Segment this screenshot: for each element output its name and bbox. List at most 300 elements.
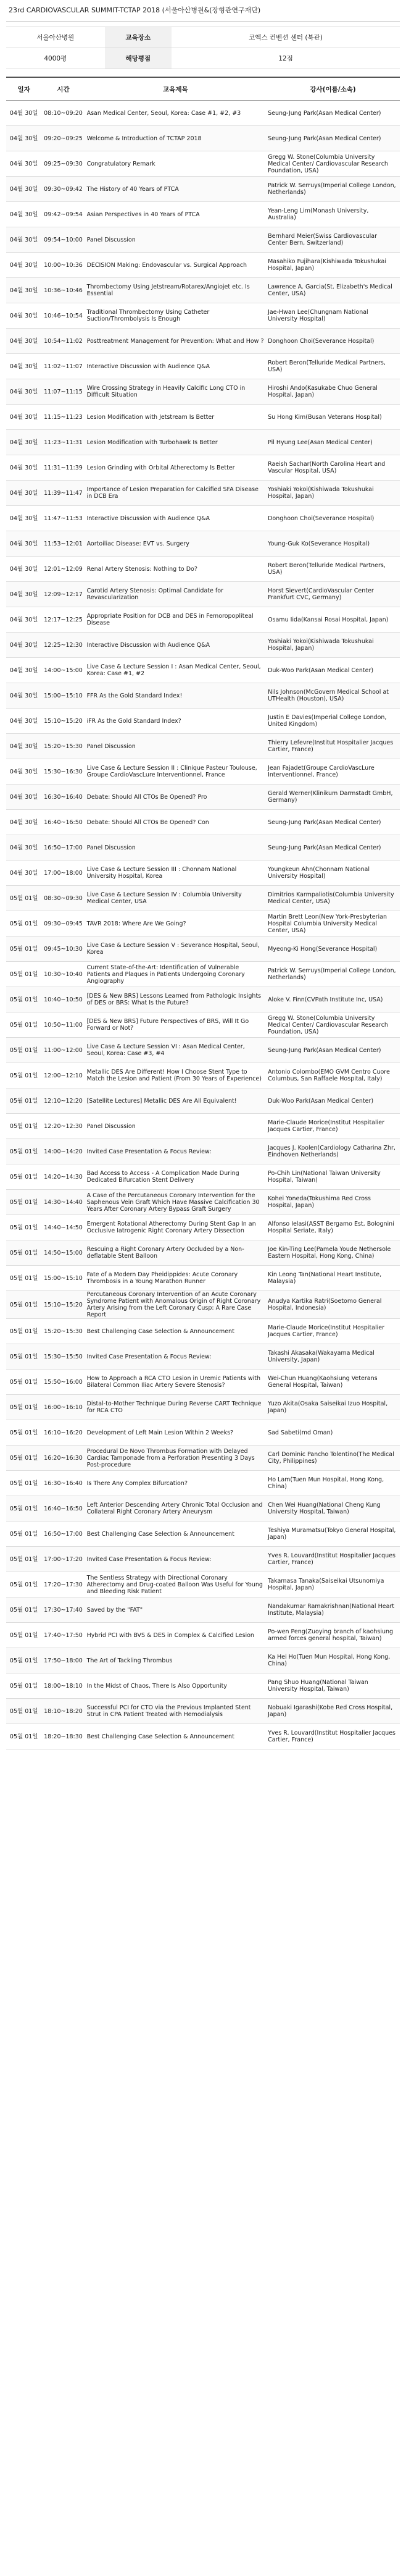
session-date: 05월 01일 xyxy=(6,1215,41,1240)
session-date: 05월 01일 xyxy=(6,937,41,962)
session-title: Procedural De Novo Thrombus Formation with Delayed Cardiac Tamponade from a Perforation Presenting 3 Days Post-procedure xyxy=(85,1446,266,1471)
session-date: 04월 30일 xyxy=(6,354,41,379)
session-speaker: Thierry Lefevre(Institut Hospitalier Jacques Cartier, France) xyxy=(266,734,400,759)
session-date: 05월 01일 xyxy=(6,1063,41,1088)
table-row xyxy=(6,785,400,810)
session-title: The History of 40 Years of PTCA xyxy=(85,177,266,202)
table-row xyxy=(6,1215,400,1240)
session-speaker: Ka Hei Ho(Tuen Mun Hospital, Hong Kong, China) xyxy=(266,1648,400,1673)
venue-label: 교육장소 xyxy=(105,27,172,48)
session-speaker: Chen Wei Huang(National Cheng Kung University Hospital, Taiwan) xyxy=(266,1496,400,1522)
session-title: Renal Artery Stenosis: Nothing to Do? xyxy=(85,557,266,582)
session-time: 11:00~12:00 xyxy=(41,1038,85,1063)
session-date: 04월 30일 xyxy=(6,531,41,557)
session-title: Saved by the "FAT" xyxy=(85,1597,266,1623)
table-row xyxy=(6,1088,400,1114)
session-title: Lesion Grinding with Orbital Atherectomy Is Better xyxy=(85,455,266,481)
session-time: 16:50~17:00 xyxy=(41,1522,85,1547)
table-row xyxy=(6,962,400,987)
venue-value: 코엑스 컨벤션 센터 (북관) xyxy=(172,27,400,48)
session-date: 05월 01일 xyxy=(6,1139,41,1164)
session-speaker: Duk-Woo Park(Asan Medical Center) xyxy=(266,1088,400,1114)
session-title: Panel Discussion xyxy=(85,734,266,759)
session-date: 05월 01일 xyxy=(6,1446,41,1471)
session-title: Live Case & Lecture Session II : Clinique Pasteur Toulouse, Groupe CardioVascLure Interventionnel, France xyxy=(85,759,266,785)
credits-value: 12점 xyxy=(172,48,400,69)
session-title: Posttreatment Management for Prevention: What and How ? xyxy=(85,329,266,354)
session-title: Panel Discussion xyxy=(85,227,266,253)
session-time: 17:50~18:00 xyxy=(41,1648,85,1673)
table-row xyxy=(6,709,400,734)
session-date: 05월 01일 xyxy=(6,1471,41,1496)
session-time: 09:30~09:42 xyxy=(41,177,85,202)
table-row xyxy=(6,1471,400,1496)
table-row xyxy=(6,506,400,531)
table-row xyxy=(6,1699,400,1724)
session-speaker: Seung-Jung Park(Asan Medical Center) xyxy=(266,126,400,151)
table-row xyxy=(6,379,400,405)
info-row xyxy=(6,27,400,48)
session-date: 05월 01일 xyxy=(6,962,41,987)
table-row xyxy=(6,911,400,937)
session-date: 04월 30일 xyxy=(6,607,41,633)
session-speaker: Pil Hyung Lee(Asan Medical Center) xyxy=(266,430,400,455)
session-time: 12:09~12:17 xyxy=(41,582,85,607)
table-row xyxy=(6,1139,400,1164)
area-value: 4000평 xyxy=(6,48,105,69)
session-title: The Art of Tackling Thrombus xyxy=(85,1648,266,1673)
session-speaker: Alfonso Ielasi(ASST Bergamo Est, Bolognini Hospital Seriate, Italy) xyxy=(266,1215,400,1240)
session-speaker: Gregg W. Stone(Columbia University Medical Center/ Cardiovascular Research Foundation, USA) xyxy=(266,151,400,177)
session-time: 09:20~09:25 xyxy=(41,126,85,151)
session-speaker: Yuzo Akita(Osaka Saiseikai Izuo Hospital, Japan) xyxy=(266,1395,400,1420)
session-title: Appropriate Position for DCB and DES in Femoropopliteal Disease xyxy=(85,607,266,633)
session-title: Carotid Artery Stenosis: Optimal Candidate for Revascularization xyxy=(85,582,266,607)
session-speaker: Anudya Kartika Ratri(Soetomo General Hospital, Indonesia) xyxy=(266,1291,400,1319)
table-row xyxy=(6,1164,400,1190)
session-date: 05월 01일 xyxy=(6,1699,41,1724)
table-row xyxy=(6,151,400,177)
institution-value: 서울아산병원 xyxy=(6,27,105,48)
session-speaker: Joe Kin-Ting Lee(Pamela Youde Nethersole Eastern Hospital, Hong Kong, China) xyxy=(266,1240,400,1266)
session-title: Metallic DES Are Different! How I Choose Stent Type to Match the Lesion and Patient (From 30 Years of Experience) xyxy=(85,1063,266,1088)
session-date: 05월 01일 xyxy=(6,1164,41,1190)
table-row xyxy=(6,683,400,709)
table-row xyxy=(6,810,400,835)
session-speaker: Marie-Claude Morice(Institut Hospitalier Jacques Cartier, France) xyxy=(266,1114,400,1139)
session-speaker: Robert Beron(Telluride Medical Partners, USA) xyxy=(266,354,400,379)
session-title: Interactive Discussion with Audience Q&A xyxy=(85,354,266,379)
session-time: 12:25~12:30 xyxy=(41,633,85,658)
table-row xyxy=(6,202,400,227)
session-date: 04월 30일 xyxy=(6,506,41,531)
session-speaker: Aloke V. Finn(CVPath Institute Inc, USA) xyxy=(266,987,400,1012)
table-row xyxy=(6,354,400,379)
session-title: Development of Left Main Lesion Within 2 Weeks? xyxy=(85,1420,266,1446)
table-row xyxy=(6,430,400,455)
table-row xyxy=(6,1063,400,1088)
session-speaker: Kohei Yoneda(Tokushima Red Cross Hospital, Japan) xyxy=(266,1190,400,1215)
session-date: 04월 30일 xyxy=(6,633,41,658)
session-time: 15:20~15:30 xyxy=(41,734,85,759)
session-speaker: Patrick W. Serruys(Imperial College London, Netherlands) xyxy=(266,962,400,987)
session-date: 05월 01일 xyxy=(6,1724,41,1749)
table-row xyxy=(6,227,400,253)
session-date: 04월 30일 xyxy=(6,202,41,227)
session-speaker: Jean Fajadet(Groupe CardioVascLure Interventionnel, France) xyxy=(266,759,400,785)
session-date: 05월 01일 xyxy=(6,1522,41,1547)
session-time: 17:00~17:20 xyxy=(41,1547,85,1572)
table-row xyxy=(6,1038,400,1063)
session-time: 15:10~15:20 xyxy=(41,1291,85,1319)
session-time: 17:40~17:50 xyxy=(41,1623,85,1648)
table-row xyxy=(6,1012,400,1038)
table-row xyxy=(6,1319,400,1344)
session-time: 10:30~10:40 xyxy=(41,962,85,987)
session-speaker: Nobuaki Igarashi(Kobe Red Cross Hospital, Japan) xyxy=(266,1699,400,1724)
session-date: 05월 01일 xyxy=(6,1572,41,1597)
page-title: 23rd CARDIOVASCULAR SUMMIT-TCTAP 2018 (서울아산병원&(장형관연구재단) xyxy=(6,0,400,22)
table-row xyxy=(6,1597,400,1623)
session-date: 05월 01일 xyxy=(6,1496,41,1522)
session-date: 04월 30일 xyxy=(6,785,41,810)
session-title: Live Case & Lecture Session III : Chonnam National University Hospital, Korea xyxy=(85,861,266,886)
session-title: Invited Case Presentation & Focus Review: xyxy=(85,1344,266,1370)
table-row xyxy=(6,582,400,607)
session-title: Importance of Lesion Preparation for Calcified SFA Disease in DCB Era xyxy=(85,481,266,506)
session-time: 12:00~12:10 xyxy=(41,1063,85,1088)
session-date: 05월 01일 xyxy=(6,987,41,1012)
session-time: 16:30~16:40 xyxy=(41,1471,85,1496)
session-time: 08:30~09:30 xyxy=(41,886,85,911)
session-title: Invited Case Presentation & Focus Review: xyxy=(85,1139,266,1164)
session-date: 04월 30일 xyxy=(6,151,41,177)
session-time: 11:31~11:39 xyxy=(41,455,85,481)
table-row xyxy=(6,1572,400,1597)
session-date: 05월 01일 xyxy=(6,1114,41,1139)
session-title: Panel Discussion xyxy=(85,835,266,861)
course-info-table xyxy=(6,27,400,69)
session-title: Invited Case Presentation & Focus Review: xyxy=(85,1547,266,1572)
session-time: 16:40~16:50 xyxy=(41,810,85,835)
session-speaker: Gregg W. Stone(Columbia University Medical Center/ Cardiovascular Research Foundation, USA) xyxy=(266,1012,400,1038)
session-speaker: Young-Guk Ko(Severance Hospital) xyxy=(266,531,400,557)
session-speaker: Nils Johnson(McGovern Medical School at UTHealth (Houston), USA) xyxy=(266,683,400,709)
table-row xyxy=(6,1190,400,1215)
table-row xyxy=(6,177,400,202)
session-time: 14:20~14:30 xyxy=(41,1164,85,1190)
session-title: Live Case & Lecture Session V : Severance Hospital, Seoul, Korea xyxy=(85,937,266,962)
session-date: 05월 01일 xyxy=(6,1623,41,1648)
session-date: 05월 01일 xyxy=(6,1547,41,1572)
session-speaker: Yves R. Louvard(Institut Hospitalier Jacques Cartier, France) xyxy=(266,1724,400,1749)
session-time: 11:15~11:23 xyxy=(41,405,85,430)
session-time: 12:20~12:30 xyxy=(41,1114,85,1139)
session-speaker: Seung-Jung Park(Asan Medical Center) xyxy=(266,810,400,835)
session-date: 04월 30일 xyxy=(6,810,41,835)
session-time: 17:30~17:40 xyxy=(41,1597,85,1623)
session-title: Wire Crossing Strategy in Heavily Calcific Long CTO in Difficult Situation xyxy=(85,379,266,405)
session-date: 04월 30일 xyxy=(6,683,41,709)
session-time: 10:50~11:00 xyxy=(41,1012,85,1038)
table-row xyxy=(6,1724,400,1749)
session-speaker: Po-Chih Lin(National Taiwan University Hospital, Taiwan) xyxy=(266,1164,400,1190)
session-speaker: Duk-Woo Park(Asan Medical Center) xyxy=(266,658,400,683)
session-time: 12:10~12:20 xyxy=(41,1088,85,1114)
session-time: 15:00~15:10 xyxy=(41,1266,85,1291)
session-title: The Sentless Strategy with Directional Coronary Atherectomy and Drug-coated Balloon Was Useful for Young and Bleeding Risk Patient xyxy=(85,1572,266,1597)
session-title: Asan Medical Center, Seoul, Korea: Case #1, #2, #3 xyxy=(85,101,266,126)
table-row xyxy=(6,278,400,303)
session-title: Welcome & Introduction of TCTAP 2018 xyxy=(85,126,266,151)
table-row xyxy=(6,658,400,683)
session-time: 09:45~10:30 xyxy=(41,937,85,962)
session-speaker: Nandakumar Ramakrishnan(National Heart Institute, Malaysia) xyxy=(266,1597,400,1623)
table-row xyxy=(6,1395,400,1420)
session-time: 16:40~16:50 xyxy=(41,1496,85,1522)
session-speaker: Yean-Leng Lim(Monash University, Australia) xyxy=(266,202,400,227)
session-title: Interactive Discussion with Audience Q&A xyxy=(85,506,266,531)
session-time: 15:20~15:30 xyxy=(41,1319,85,1344)
session-date: 04월 30일 xyxy=(6,303,41,329)
column-header-speaker: 강사(이름/소속) xyxy=(266,77,400,101)
session-speaker: Takamasa Tanaka(Saiseikai Utsunomiya Hospital, Japan) xyxy=(266,1572,400,1597)
session-speaker: Takashi Akasaka(Wakayama Medical University, Japan) xyxy=(266,1344,400,1370)
session-title: Live Case & Lecture Session VI : Asan Medical Center, Seoul, Korea: Case #3, #4 xyxy=(85,1038,266,1063)
session-date: 04월 30일 xyxy=(6,557,41,582)
session-title: Thrombectomy Using Jetstream/Rotarex/Angiojet etc. Is Essential xyxy=(85,278,266,303)
session-date: 05월 01일 xyxy=(6,1038,41,1063)
session-time: 11:02~11:07 xyxy=(41,354,85,379)
session-title: Live Case & Lecture Session IV : Columbia University Medical Center, USA xyxy=(85,886,266,911)
table-row xyxy=(6,1420,400,1446)
session-time: 11:23~11:31 xyxy=(41,430,85,455)
session-time: 14:30~14:40 xyxy=(41,1190,85,1215)
session-date: 04월 30일 xyxy=(6,759,41,785)
session-date: 05월 01일 xyxy=(6,1395,41,1420)
session-title: Best Challenging Case Selection & Announcement xyxy=(85,1724,266,1749)
session-time: 11:53~12:01 xyxy=(41,531,85,557)
session-speaker: Yves R. Louvard(Institut Hospitalier Jacques Cartier, France) xyxy=(266,1547,400,1572)
session-speaker: Ho Lam(Tuen Mun Hospital, Hong Kong, China) xyxy=(266,1471,400,1496)
table-row xyxy=(6,329,400,354)
session-date: 04월 30일 xyxy=(6,177,41,202)
session-date: 05월 01일 xyxy=(6,1319,41,1344)
session-title: [DES & New BRS] Lessons Learned from Pathologic Insights of DES or BRS: What Is the Future? xyxy=(85,987,266,1012)
session-date: 05월 01일 xyxy=(6,1344,41,1370)
session-title: A Case of the Percutaneous Coronary Intervention for the Saphenous Vein Graft Which Have Massive Calcification 30 Years After Coronary Artery Bypass Graft Surgery xyxy=(85,1190,266,1215)
table-row xyxy=(6,455,400,481)
session-title: Congratulatory Remark xyxy=(85,151,266,177)
table-row xyxy=(6,1547,400,1572)
session-title: Current State-of-the-Art: Identification of Vulnerable Patients and Plaques in Patients Undergoing Coronary Angiography xyxy=(85,962,266,987)
session-time: 10:00~10:36 xyxy=(41,253,85,278)
session-date: 04월 30일 xyxy=(6,430,41,455)
session-date: 04월 30일 xyxy=(6,481,41,506)
session-speaker: Donghoon Choi(Severance Hospital) xyxy=(266,506,400,531)
session-time: 18:20~18:30 xyxy=(41,1724,85,1749)
table-row xyxy=(6,1291,400,1319)
info-row xyxy=(6,48,400,69)
session-time: 15:00~15:10 xyxy=(41,683,85,709)
table-row xyxy=(6,835,400,861)
session-time: 18:00~18:10 xyxy=(41,1673,85,1699)
session-date: 05월 01일 xyxy=(6,1648,41,1673)
table-row xyxy=(6,1522,400,1547)
session-speaker: Seung-Jung Park(Asan Medical Center) xyxy=(266,1038,400,1063)
session-date: 05월 01일 xyxy=(6,1370,41,1395)
session-time: 16:20~16:30 xyxy=(41,1446,85,1471)
session-speaker: Gerald Werner(Klinikum Darmstadt GmbH, Germany) xyxy=(266,785,400,810)
table-row xyxy=(6,126,400,151)
session-speaker: Sad Sabeti(md Oman) xyxy=(266,1420,400,1446)
session-speaker: Masahiko Fujihara(Kishiwada Tokushukai Hospital, Japan) xyxy=(266,253,400,278)
session-title: Best Challenging Case Selection & Announcement xyxy=(85,1319,266,1344)
session-time: 09:25~09:30 xyxy=(41,151,85,177)
session-date: 04월 30일 xyxy=(6,253,41,278)
session-title: Lesion Modification with Jetstream Is Better xyxy=(85,405,266,430)
session-time: 16:00~16:10 xyxy=(41,1395,85,1420)
session-title: Rescuing a Right Coronary Artery Occluded by a Non-deflatable Stent Balloon xyxy=(85,1240,266,1266)
session-speaker: Antonio Colombo(EMO GVM Centro Cuore Columbus, San Raffaele Hospital, Italy) xyxy=(266,1063,400,1088)
session-title: FFR As the Gold Standard Index! xyxy=(85,683,266,709)
session-time: 09:42~09:54 xyxy=(41,202,85,227)
session-speaker: Martin Brett Leon(New York-Presbyterian Hospital Columbia University Medical Center, USA) xyxy=(266,911,400,937)
table-row xyxy=(6,1673,400,1699)
session-speaker: Raeish Sachar(North Carolina Heart and Vascular Hospital, USA) xyxy=(266,455,400,481)
table-row xyxy=(6,557,400,582)
session-date: 05월 01일 xyxy=(6,1190,41,1215)
session-date: 04월 30일 xyxy=(6,835,41,861)
session-speaker: Robert Beron(Telluride Medical Partners, USA) xyxy=(266,557,400,582)
table-row xyxy=(6,1623,400,1648)
session-speaker: Lawrence A. Garcia(St. Elizabeth's Medical Center, USA) xyxy=(266,278,400,303)
session-time: 18:10~18:20 xyxy=(41,1699,85,1724)
table-row xyxy=(6,1370,400,1395)
session-title: [DES & New BRS] Future Perspectives of BRS, Will It Go Forward or Not? xyxy=(85,1012,266,1038)
table-row xyxy=(6,987,400,1012)
session-date: 04월 30일 xyxy=(6,126,41,151)
session-speaker: Hiroshi Ando(Kasukabe Chuo General Hospital, Japan) xyxy=(266,379,400,405)
session-date: 04월 30일 xyxy=(6,709,41,734)
session-time: 11:47~11:53 xyxy=(41,506,85,531)
session-title: Asian Perspectives in 40 Years of PTCA xyxy=(85,202,266,227)
table-row xyxy=(6,886,400,911)
schedule-body xyxy=(6,101,400,1749)
session-time: 11:39~11:47 xyxy=(41,481,85,506)
session-time: 17:00~18:00 xyxy=(41,861,85,886)
session-time: 16:10~16:20 xyxy=(41,1420,85,1446)
table-row xyxy=(6,633,400,658)
session-date: 05월 01일 xyxy=(6,1266,41,1291)
session-title: Lesion Modification with Turbohawk Is Better xyxy=(85,430,266,455)
session-time: 14:40~14:50 xyxy=(41,1215,85,1240)
session-title: Percutaneous Coronary Intervention of an Acute Coronary Syndrome Patient with Anomalous Origin of Right Coronary Artery Arising from the Left Coronary Cusp: A Rare Case Report xyxy=(85,1291,266,1319)
session-title: Panel Discussion xyxy=(85,1114,266,1139)
table-row xyxy=(6,101,400,126)
table-row xyxy=(6,861,400,886)
table-row xyxy=(6,1114,400,1139)
session-date: 04월 30일 xyxy=(6,455,41,481)
session-title: Live Case & Lecture Session I : Asan Medical Center, Seoul, Korea: Case #1, #2 xyxy=(85,658,266,683)
session-title: TAVR 2018: Where Are We Going? xyxy=(85,911,266,937)
session-speaker: Osamu Iida(Kansai Rosai Hospital, Japan) xyxy=(266,607,400,633)
session-date: 05월 01일 xyxy=(6,1597,41,1623)
session-time: 10:36~10:46 xyxy=(41,278,85,303)
session-date: 05월 01일 xyxy=(6,1012,41,1038)
session-date: 04월 30일 xyxy=(6,734,41,759)
session-date: 04월 30일 xyxy=(6,329,41,354)
session-date: 04월 30일 xyxy=(6,379,41,405)
session-date: 05월 01일 xyxy=(6,886,41,911)
session-time: 15:30~15:50 xyxy=(41,1344,85,1370)
session-date: 04월 30일 xyxy=(6,658,41,683)
session-title: Emergent Rotational Atherectomy During Stent Gap In an Occlusive Iatrogenic Right Coronary Artery Dissection xyxy=(85,1215,266,1240)
session-time: 12:17~12:25 xyxy=(41,607,85,633)
session-speaker: Bernhard Meier(Swiss Cardiovascular Center Bern, Switzerland) xyxy=(266,227,400,253)
session-speaker: Teshiya Muramatsu(Tokyo General Hospital, Japan) xyxy=(266,1522,400,1547)
table-row xyxy=(6,253,400,278)
session-title: Best Challenging Case Selection & Announcement xyxy=(85,1522,266,1547)
table-row xyxy=(6,734,400,759)
session-time: 10:54~11:02 xyxy=(41,329,85,354)
session-title: Hybrid PCI with BVS & DES in Complex & Calcified Lesion xyxy=(85,1623,266,1648)
session-date: 04월 30일 xyxy=(6,227,41,253)
session-time: 16:30~16:40 xyxy=(41,785,85,810)
session-date: 04월 30일 xyxy=(6,861,41,886)
session-speaker: Donghoon Choi(Severance Hospital) xyxy=(266,329,400,354)
session-date: 05월 01일 xyxy=(6,1420,41,1446)
session-time: 15:30~16:30 xyxy=(41,759,85,785)
session-title: In the Midst of Chaos, There Is Also Opportunity xyxy=(85,1673,266,1699)
table-row xyxy=(6,405,400,430)
session-speaker: Wei-Chun Huang(Kaohsiung Veterans General Hospital, Taiwan) xyxy=(266,1370,400,1395)
session-speaker: Myeong-Ki Hong(Severance Hospital) xyxy=(266,937,400,962)
session-time: 14:00~15:00 xyxy=(41,658,85,683)
table-row xyxy=(6,1240,400,1266)
session-time: 10:46~10:54 xyxy=(41,303,85,329)
session-speaker: Jae-Hwan Lee(Chungnam National University Hospital) xyxy=(266,303,400,329)
session-title: Distal-to-Mother Technique During Reverse CART Technique for RCA CTO xyxy=(85,1395,266,1420)
session-speaker: Marie-Claude Morice(Institut Hospitalier Jacques Cartier, France) xyxy=(266,1319,400,1344)
session-speaker: Dimitrios Karmpaliotis(Columbia University Medical Center, USA) xyxy=(266,886,400,911)
session-title: Successful PCI for CTO via the Previous Implanted Stent Strut in CPA Patient Treated with Hemodialysis xyxy=(85,1699,266,1724)
session-speaker: Yoshiaki Yokoi(Kishiwada Tokushukai Hospital, Japan) xyxy=(266,481,400,506)
column-header-title: 교육제목 xyxy=(85,77,266,101)
credits-label: 해당평점 xyxy=(105,48,172,69)
table-row xyxy=(6,607,400,633)
session-date: 04월 30일 xyxy=(6,101,41,126)
session-title: DECISION Making: Endovascular vs. Surgical Approach xyxy=(85,253,266,278)
session-time: 15:10~15:20 xyxy=(41,709,85,734)
session-time: 14:50~15:00 xyxy=(41,1240,85,1266)
table-row xyxy=(6,1648,400,1673)
session-speaker: Yoshiaki Yokoi(Kishiwada Tokushukai Hospital, Japan) xyxy=(266,633,400,658)
schedule-header-row xyxy=(6,77,400,101)
table-row xyxy=(6,531,400,557)
session-speaker: Pang Shuo Huang(National Taiwan University Hospital, Taiwan) xyxy=(266,1673,400,1699)
session-title: Debate: Should All CTOs Be Opened? Pro xyxy=(85,785,266,810)
session-time: 14:00~14:20 xyxy=(41,1139,85,1164)
session-title: Debate: Should All CTOs Be Opened? Con xyxy=(85,810,266,835)
session-time: 15:50~16:00 xyxy=(41,1370,85,1395)
column-header-time: 시간 xyxy=(41,77,85,101)
session-time: 11:07~11:15 xyxy=(41,379,85,405)
session-title: Interactive Discussion with Audience Q&A xyxy=(85,633,266,658)
session-date: 05월 01일 xyxy=(6,911,41,937)
session-speaker: Kin Leong Tan(National Heart Institute, Malaysia) xyxy=(266,1266,400,1291)
session-date: 04월 30일 xyxy=(6,278,41,303)
